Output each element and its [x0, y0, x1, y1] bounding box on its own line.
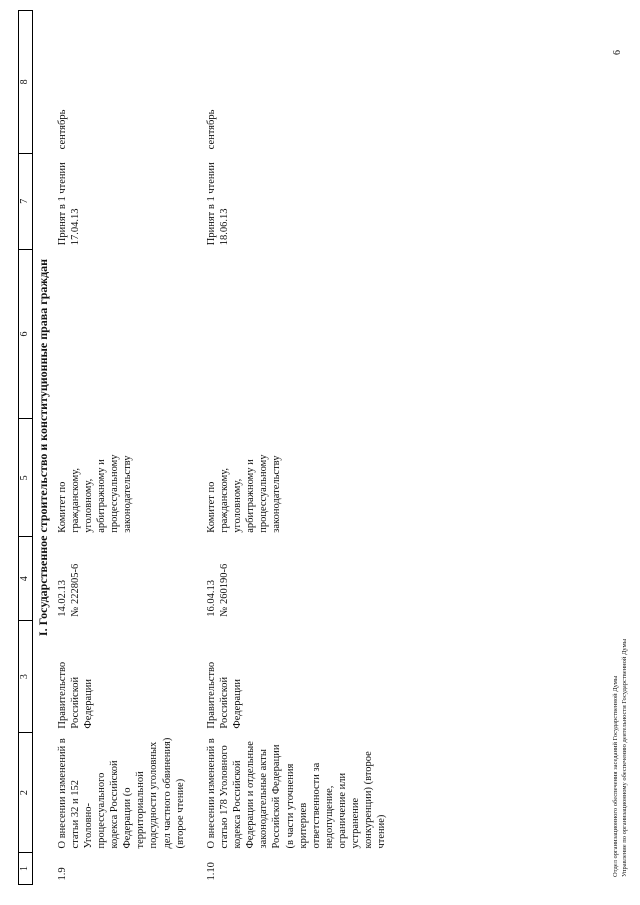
footer-line: Управление по организационному обеспечению деятельности Государственной Думы — [620, 638, 628, 877]
column-number: 1 — [19, 853, 33, 885]
month: сентябрь — [56, 109, 68, 150]
column-number: 5 — [19, 419, 33, 537]
column-number-row — [19, 11, 33, 885]
bill-title: О внесении изменений в статьи 32 и 152 Уголовно-процессуального кодекса Российской Федерации (о территориальной подсудности уголовных дел частного обвинения) (второе чтение) — [56, 737, 186, 849]
column-number: 3 — [19, 621, 33, 733]
footer-line: Отдел организационного обеспечения заседаний Государственной Думы — [612, 675, 619, 877]
initiator: Правительство Российской Федерации — [205, 661, 243, 729]
row-number: 1.9 — [56, 867, 68, 881]
footer — [612, 639, 630, 877]
col6-cell — [203, 249, 391, 419]
committee: Комитет по гражданскому, уголовному, арбитражному и процессуальному законодательству — [205, 454, 283, 533]
committee: Комитет по гражданскому, уголовному, арбитражному и процессуальному законодательству — [56, 454, 134, 533]
row-number: 1.10 — [205, 862, 217, 881]
registration: 14.02.13 № 222805-6 — [56, 563, 81, 617]
initiator: Правительство Российской Федерации — [56, 661, 94, 729]
page-number: 6 — [612, 50, 623, 55]
table-row — [54, 11, 189, 885]
month: сентябрь — [205, 109, 217, 150]
table-row — [203, 11, 391, 885]
bills-table — [18, 10, 391, 885]
column-number: 2 — [19, 733, 33, 853]
column-number: 6 — [19, 249, 33, 419]
col6-cell — [54, 249, 189, 419]
bill-title: О внесении изменений в статью 178 Уголовного кодекса Российской Федерации и отдельные законодательные акты Российской Федерации (в части уточнения критериев ответственности за недопущение, ограничение или устранение конкуренции) (второе чтение) — [205, 738, 388, 849]
column-number: 4 — [19, 537, 33, 621]
status: Принят в 1 чтении 18.06.13 — [205, 162, 230, 246]
column-number: 8 — [19, 11, 33, 154]
status: Принят в 1 чтении 17.04.13 — [56, 162, 81, 246]
column-number: 7 — [19, 153, 33, 249]
registration: 16.04.13 № 260190-6 — [205, 563, 230, 617]
section-title: I. Государственное строительство и конституционные права граждан — [35, 258, 50, 637]
